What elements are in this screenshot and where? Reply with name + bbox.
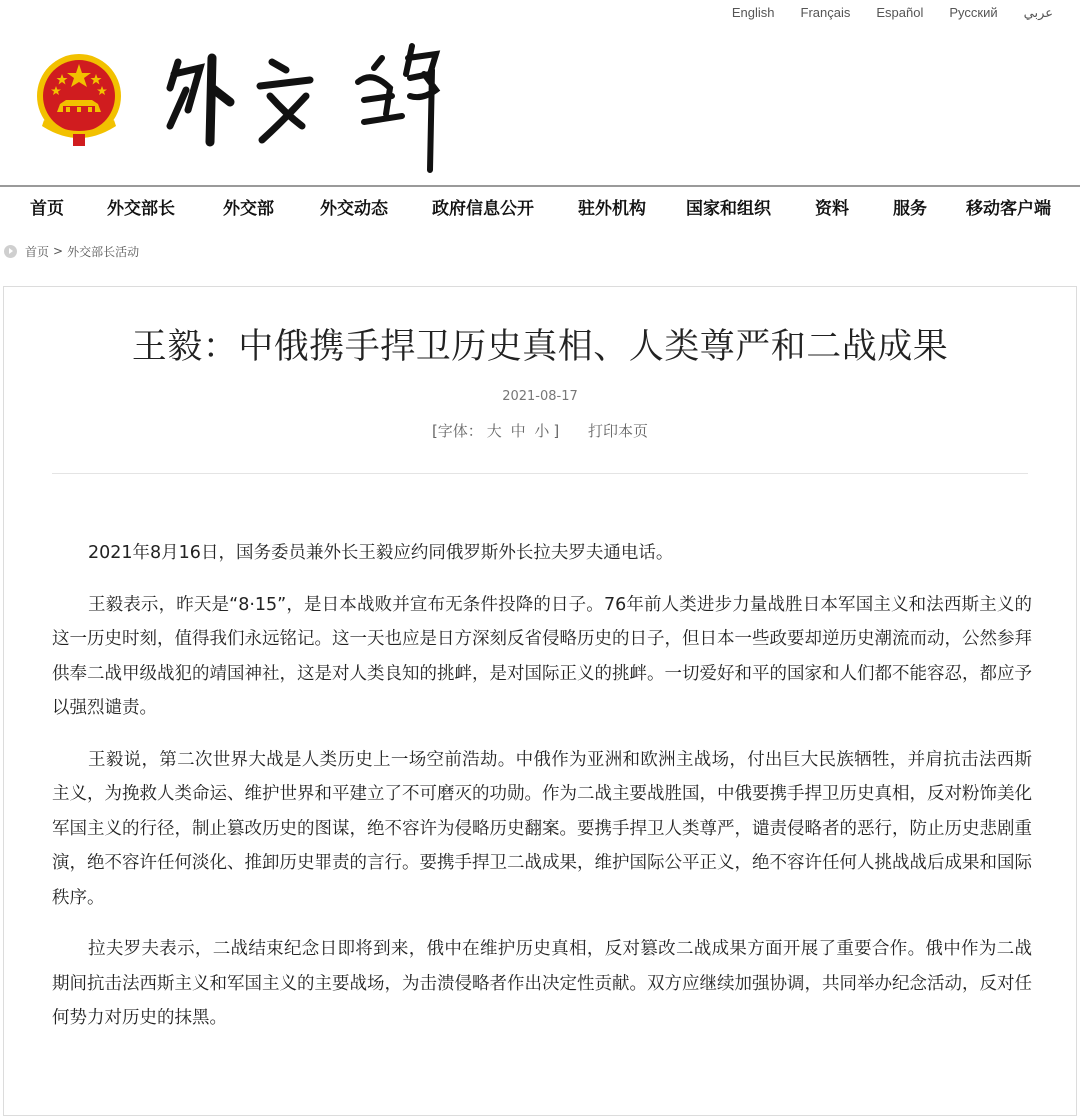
nav-foreign-minister[interactable]: 外交部长 bbox=[107, 199, 175, 219]
article-title: 王毅：中俄携手捍卫历史真相、人类尊严和二战成果 bbox=[131, 327, 949, 367]
lang-spanish[interactable]: Español bbox=[876, 5, 924, 20]
print-page-link[interactable]: 打印本页 bbox=[588, 422, 649, 440]
article-paragraph: 王毅表示，昨天是“8·15”，是日本战败并宣布无条件投降的日子。76年前人类进步力量战胜日本军国主义和法西斯主义的这一历史时刻，值得我们永远铭记。这一天也应是日方深刻反省侵略历史的日子，但日本一些政要却逆历史潮流而动，公然参拜供奉二战甲级战犯的靖国神社，这是对人类良知的挑衅，是对国际正义的挑衅。一切爱好和平的国家和人们都不能容忍，都应予以强烈谴责。 bbox=[52, 594, 1032, 718]
font-size-close: ] bbox=[553, 422, 560, 440]
font-size-large[interactable]: 大 bbox=[486, 422, 502, 440]
main-nav bbox=[0, 187, 1080, 233]
lang-arabic[interactable]: عربي bbox=[1023, 5, 1053, 20]
article-paragraph: 王毅说，第二次世界大战是人类历史上一场空前浩劫。中俄作为亚洲和欧洲主战场，付出巨大民族牺牲，并肩抗击法西斯主义，为挽救人类命运、维护世界和平建立了不可磨灭的功勋。作为二战主要战胜国，中俄要携手捍卫历史真相，反对粉饰美化军国主义的行径，制止篡改历史的图谋，绝不容许为侵略历史翻案。要携手捍卫人类尊严，谴责侵略者的恶行，防止历史悲剧重演，绝不容许任何淡化、推卸历史罪责的言行。要携手捍卫二战成果，维护国际公平正义，绝不容许任何人挑战战后成果和国际秩序。 bbox=[52, 749, 1032, 908]
nav-home[interactable]: 首页 bbox=[30, 199, 64, 219]
nav-diplomatic-news[interactable]: 外交动态 bbox=[320, 199, 388, 219]
ministry-calligraphy-logo[interactable] bbox=[160, 30, 460, 180]
nav-mobile-client[interactable]: 移动客户端 bbox=[966, 199, 1051, 219]
breadcrumb-home[interactable]: 首页 bbox=[25, 244, 50, 259]
breadcrumb-current[interactable]: 外交部长活动 bbox=[67, 244, 140, 259]
article-body bbox=[52, 536, 1032, 1053]
breadcrumb-arrow-icon bbox=[4, 245, 17, 258]
language-bar bbox=[719, 4, 1066, 22]
lang-english[interactable]: English bbox=[731, 5, 775, 20]
article-date: 2021-08-17 bbox=[502, 389, 578, 404]
article-tools bbox=[0, 420, 1080, 441]
site-header bbox=[0, 0, 1080, 186]
nav-government-info[interactable]: 政府信息公开 bbox=[432, 199, 534, 219]
nav-ministry[interactable]: 外交部 bbox=[223, 199, 274, 219]
nav-overseas-missions[interactable]: 驻外机构 bbox=[578, 199, 646, 219]
font-size-small[interactable]: 小 bbox=[534, 422, 550, 440]
national-emblem-icon[interactable] bbox=[30, 50, 128, 150]
breadcrumb bbox=[4, 242, 139, 260]
font-size-label: [字体： bbox=[431, 422, 483, 440]
font-size-medium[interactable]: 中 bbox=[510, 422, 526, 440]
article-paragraph: 2021年8月16日，国务委员兼外长王毅应约同俄罗斯外长拉夫罗夫通电话。 bbox=[88, 543, 674, 563]
nav-services[interactable]: 服务 bbox=[893, 199, 927, 219]
lang-french[interactable]: Français bbox=[800, 5, 851, 20]
breadcrumb-separator: > bbox=[53, 244, 64, 258]
article-divider bbox=[52, 473, 1028, 474]
nav-countries-orgs[interactable]: 国家和组织 bbox=[686, 199, 771, 219]
nav-resources[interactable]: 资料 bbox=[815, 199, 849, 219]
article-paragraph: 拉夫罗夫表示，二战结束纪念日即将到来，俄中在维护历史真相，反对篡改二战成果方面开展了重要合作。俄中作为二战期间抗击法西斯主义和军国主义的主要战场，为击溃侵略者作出决定性贡献。双方应继续加强协调，共同举办纪念活动，反对任何势力对历史的抹黑。 bbox=[52, 939, 1032, 1028]
lang-russian[interactable]: Русский bbox=[949, 5, 998, 20]
